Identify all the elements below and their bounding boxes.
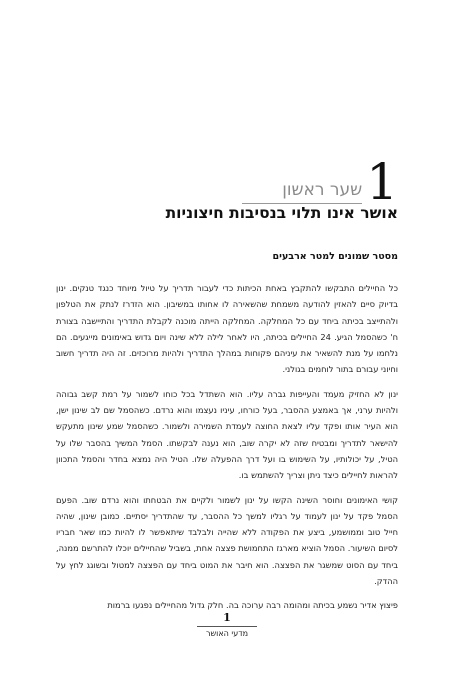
chapter-heading <box>242 153 398 211</box>
paragraph: קושי האימונים וחוסר השינה הקשו על ינון לשמור ולקיים את הבטחתו והוא נרדם שוב. הפעם הסמל פקד על ינון לעמוד על רגליו למשך כל ההסבר, עד שהתדריך יסתיים. כמובן שינון, שהיה חייל טוב וממושמע, ביצע את הפקודה ללא שהייה ולבלבד שיתאפשר לו להיות כמו שאר חבריו לסיום השיעור. הסמל הוציא מארגז התחמושת פצצה אחת, בשביל שהחיילים יוכלו להתרשם ממנה, ביחד עם הסוט שמשגר את הפצצה. הוא חיבר את המוט ביחד עם הפצצה למטול ובשוגג לחץ על ההדק. <box>56 494 398 587</box>
paragraph: כל החיילים התבקשו להתקבץ באחת הכיתות כדי לעבור תדריך על טיול מיוחד כנגד טנקים. ינון בדיוק סיים להאזין להודעה משמחת שהשאירה לו אחותו במשיבון. הוא הזדרז לנתק את הטלפון ולהתייצב בכיתה ביחד עם כל המחלקה. המחלקה הייתה מוכנה לקבלת התדריך והתיישבה בצורת ח' כשהסמל הגיע. 24 החיילים בכיתה, היו לאחר לילה ללא שינה ויום גדוש באימונים מייגעים. הם נלחמו על מנת להשאיר את עיניהם פקוחות במהלך התדריך ולהיות מרוכזים. זה היה תדריך חשוב וחיוני עבורם בתור לוחמים בגולני. <box>56 283 398 375</box>
footer-divider <box>197 626 257 627</box>
chapter-title: אושר אינו תלוי בנסיבות חיצוניות <box>165 204 398 222</box>
chapter-label: שער ראשון <box>242 180 362 204</box>
section-title: מסטר שמונים למטר ארבעים <box>272 251 398 262</box>
body-text <box>56 280 398 622</box>
paragraph: פיצוץ אדיר נשמע בכיתה ומהומה רבה ערוכה בה. חלק גדול מהחיילים נפגעו ברמות <box>107 600 398 611</box>
page-footer <box>0 612 454 638</box>
page-number: 1 <box>223 611 231 624</box>
running-footer-title: מדעי האושר <box>205 629 249 638</box>
chapter-number: 1 <box>366 153 398 211</box>
paragraph: ינון לא החזיק מעמד והעייפות גברה עליו. הוא השתדל בכל כוחו לשמור על רמת קשב גבוהה ולהיות ערני, אך באמצע ההסבר, בעל כורחו, עיניו נעצמו והוא נרדם. כשהסמל שם לב שינון ישן, הוא העיר אותו ופקד עליו לצאת החוצה לעמדת השמירה ולשמור. כשהסמל שמע שינון מתעקש להישאר לתדריך ומבטיח שזה לא יקרה שוב, הוא נענה לבקשתו. הסמל המשיך בהסבר שלו על הטיל, על יכולותיו, על השימוש בו ועל דרך ההפעלה שלו. הטיל היה נמצא בחדר והסמל התכוון להראות לחיילים כיצד ניתן וצריך להשתמש בו. <box>56 388 398 481</box>
